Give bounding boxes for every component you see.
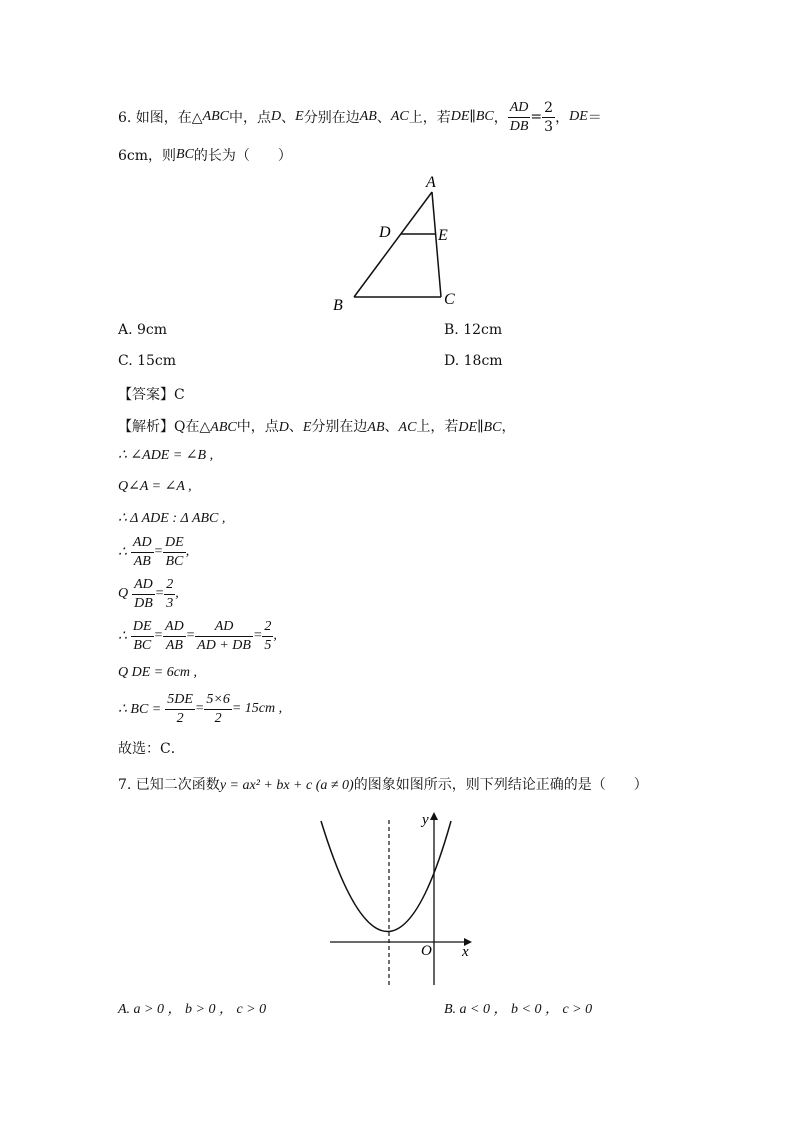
q6-stem-d: D (271, 109, 282, 124)
fraction-numerator: AD (508, 101, 531, 118)
analysis-ac: AC (398, 420, 417, 435)
comma: , (175, 586, 179, 601)
fraction-numerator: 2 (262, 620, 273, 637)
fraction-denominator: DB (134, 595, 153, 611)
fraction-denominator: 2 (214, 710, 222, 726)
analysis-text: 上，若 (416, 419, 459, 435)
fraction-5de-2 (165, 693, 195, 726)
fraction-numerator: AD (163, 620, 186, 637)
comma: , (185, 544, 190, 559)
fraction-ad-over-ad-plus-db (195, 620, 253, 653)
vertex-label-e: E (438, 227, 448, 244)
q7-parabola-figure (310, 810, 480, 995)
q6-step-4 (118, 535, 189, 569)
vertex-label-d: D (379, 224, 391, 241)
equals-sign: = (194, 701, 205, 716)
fraction-denominator: BC (165, 553, 184, 569)
q6-option-c: C. 15cm (118, 353, 177, 369)
analysis-text: ， (501, 419, 516, 435)
analysis-ab: AB (367, 420, 385, 435)
fraction-numerator: AD (131, 536, 154, 553)
vertex-label-c: C (444, 291, 455, 308)
because-symbol: Q (174, 419, 186, 435)
fraction-denominator: AD + DB (197, 637, 251, 653)
q6-step-3: ∴ Δ ADE : Δ ABC , (118, 511, 226, 526)
q6-answer (118, 384, 185, 404)
fraction-de-bc (163, 536, 186, 569)
q6-stem-e: E (295, 109, 304, 124)
q6-stem-abc: ABC (202, 109, 230, 124)
q6-stem-text: 分别在边 (303, 110, 360, 126)
q6-step-2: Q∠A = ∠A , (118, 479, 192, 494)
fraction-numerator: 2 (164, 578, 175, 595)
q6-stem-fraction-2-3 (542, 101, 555, 134)
q6-stem-line2 (118, 138, 292, 172)
fraction-numerator: AD (132, 578, 155, 595)
analysis-d: D (278, 420, 289, 435)
equals-sign: = (252, 628, 263, 643)
fraction-numerator: 2 (544, 99, 554, 116)
q7-option-b: B. a < 0 ， b < 0 ， c > 0 (444, 1002, 593, 1017)
answer-label: 【答案】 (118, 387, 174, 403)
analysis-e: E (302, 420, 312, 435)
q6-option-b: B. 12cm (444, 322, 503, 338)
comma: , (273, 628, 277, 643)
therefore-symbol: ∴ (118, 628, 127, 644)
fraction-de-bc (131, 620, 154, 653)
vertex-label-b: B (333, 297, 343, 314)
q6-conclusion: 故选：C． (118, 741, 185, 757)
fraction-5x6-2 (204, 693, 231, 726)
fraction-denominator: BC (133, 637, 152, 653)
fraction-numerator: DE (163, 536, 186, 553)
q6-stem-text: ， (555, 110, 570, 126)
q6-stem-ac: AC (390, 109, 409, 124)
equals-sign: = (530, 109, 543, 125)
q6-stem-bc: BC (475, 109, 494, 124)
fraction-denominator: 3 (544, 118, 554, 135)
fraction-denominator: DB (509, 118, 529, 134)
q7-stem-text: 7. 已知二次函数 (118, 777, 220, 793)
fraction-numerator: 5DE (165, 693, 195, 710)
equals-sign: = (153, 544, 164, 559)
fraction-denominator: AB (165, 637, 183, 653)
q6-stem-fraction-ad-db (508, 101, 531, 134)
parallel-symbol: ∥ (477, 419, 484, 435)
q6-stem-de: DE (450, 109, 470, 124)
q7-stem (118, 774, 648, 794)
q6-stem-text: 的长为（ ） (193, 148, 292, 164)
q7-quadratic-equation: y = ax² + bx + c (a ≠ 0) (219, 778, 354, 793)
analysis-text: 分别在边 (311, 419, 368, 435)
q6-triangle-figure (320, 168, 470, 318)
parabola-curve (321, 821, 451, 932)
q6-step-1: ∴ ∠ADE = ∠B , (118, 448, 214, 463)
fraction-denominator: 3 (166, 595, 174, 611)
q6-stem-text: ＝ (587, 110, 602, 126)
analysis-text: 、 (288, 419, 303, 435)
q6-stem-text: 、 (281, 110, 296, 126)
vertex-label-a: A (426, 174, 436, 191)
analysis-de: DE (458, 420, 478, 435)
result-text: = 15cm , (231, 701, 283, 716)
q6-stem-text: 上，若 (408, 110, 451, 126)
q6-step-6 (118, 619, 277, 653)
analysis-abc: ABC (210, 420, 237, 435)
q6-step-8 (118, 692, 282, 726)
therefore-bc-equals: ∴ BC = (118, 701, 162, 717)
q7-stem-text: 的图象如图所示，则下列结论正确的是（ ） (353, 777, 648, 793)
analysis-text: 中，点 (236, 419, 279, 435)
q6-stem-parallel: ∥ (469, 109, 476, 125)
y-axis-label: y (422, 812, 429, 828)
q6-stem-bc: BC (176, 147, 194, 162)
q6-step-7: Q DE = 6cm , (118, 665, 198, 680)
analysis-bc: BC (483, 420, 502, 435)
q6-option-d: D. 18cm (444, 353, 503, 369)
q6-stem-text: 、 (376, 110, 391, 126)
analysis-text: 、 (384, 419, 399, 435)
q6-stem-text: ， (493, 110, 508, 126)
fraction-numerator: DE (131, 620, 154, 637)
equals-sign: = (185, 628, 196, 643)
fraction-2-3 (164, 578, 175, 611)
q6-stem-text: 中，点 (229, 110, 272, 126)
y-axis-arrow-icon (430, 812, 438, 820)
fraction-denominator: 5 (264, 637, 272, 653)
q6-stem-text: 6. 如图，在△ (118, 110, 203, 126)
q6-option-a: A. 9cm (118, 322, 168, 338)
therefore-symbol: ∴ (118, 544, 127, 560)
fraction-ad-ab (163, 620, 186, 653)
analysis-text: 在△ (185, 419, 211, 435)
x-axis-label: x (462, 944, 469, 960)
triangle-edge-ac (432, 192, 441, 297)
equals-sign: = (154, 586, 165, 601)
because-symbol: Q (118, 586, 129, 601)
q7-option-a: A. a > 0 ， b > 0 ， c > 0 (118, 1002, 267, 1017)
triangle-edge-ab (354, 192, 432, 297)
fraction-ad-db (132, 578, 155, 611)
analysis-label: 【解析】 (118, 419, 174, 435)
q6-stem-ab: AB (359, 109, 377, 124)
fraction-denominator: 2 (176, 710, 184, 726)
answer-value: C (174, 387, 185, 403)
equals-sign: = (153, 628, 164, 643)
q6-analysis-line1 (118, 416, 515, 436)
fraction-numerator: AD (195, 620, 253, 637)
origin-label: O (421, 943, 432, 959)
q6-stem-text: 6cm，则 (118, 148, 177, 164)
fraction-denominator: AB (133, 553, 151, 569)
q6-step-5 (118, 577, 179, 611)
fraction-numerator: 5×6 (204, 693, 231, 710)
fraction-ad-ab (131, 536, 154, 569)
fraction-2-5 (262, 620, 273, 653)
q6-stem-line1 (118, 100, 602, 134)
q6-stem-de: DE (569, 109, 588, 124)
